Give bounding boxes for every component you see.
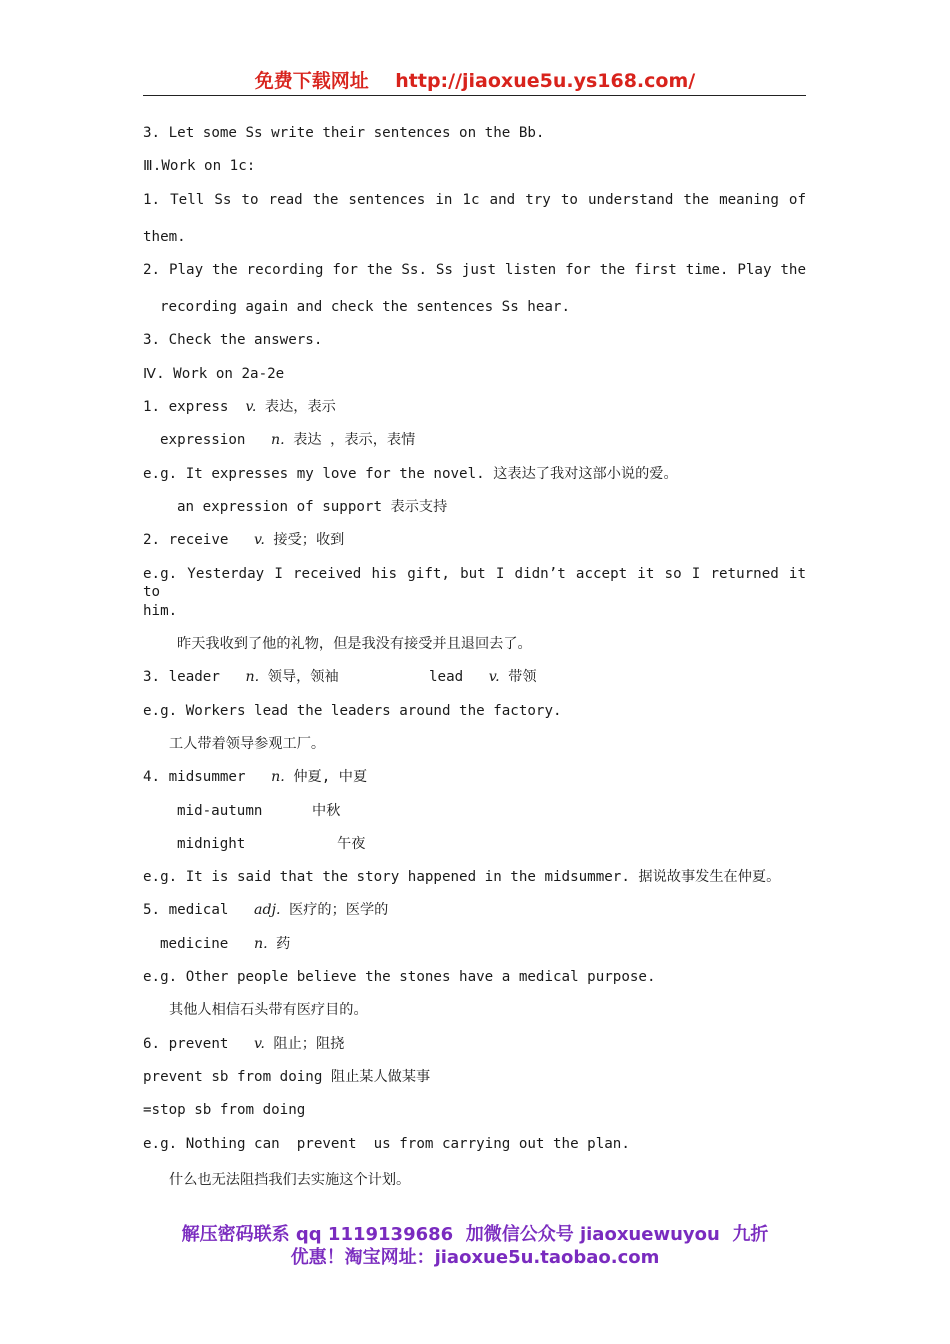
example-prevent: e.g. Nothing can prevent us from carrying out the plan. <box>143 1136 630 1152</box>
header-divider <box>143 95 806 96</box>
example-receive: e.g. Yesterday I received his gift, but I didn’t accept it so I returned it to <box>143 566 806 600</box>
step-1-line: 1. Tell Ss to read the sentences in 1c and try to understand the meaning of <box>143 192 806 208</box>
phrase-prevent: prevent sb from doing 阻止某人做某事 <box>143 1069 431 1085</box>
example-express: e.g. It expresses my love for the novel. 这表达了我对这部小说的爱。 <box>143 466 678 482</box>
header-site-url[interactable]: http://jiaoxue5u.ys168.com/ <box>395 70 696 92</box>
vocab-mid-autumn-meaning: 中秋 <box>312 803 341 819</box>
step-2-continuation: recording again and check the sentences Ss hear. <box>160 299 570 315</box>
example-prevent-translation: 什么也无法阻挡我们去实施这个计划。 <box>169 1172 411 1188</box>
vocab-medical: 5. medical adj. 医疗的；医学的 <box>143 902 389 918</box>
vocab-midnight-meaning: 午夜 <box>337 836 366 852</box>
vocab-medicine: medicine n. 药 <box>160 936 291 952</box>
footer-line-1: 解压密码联系 qq 1119139686 加微信公众号 jiaoxuewuyou 九折 <box>181 1224 769 1245</box>
example-receive-continuation: him. <box>143 603 178 619</box>
step-2-line: 2. Play the recording for the Ss. Ss just listen for the first time. Play the <box>143 262 806 278</box>
vocab-prevent: 6. prevent v. 阻止；阻挠 <box>143 1036 345 1052</box>
vocab-receive: 2. receive v. 接受；收到 <box>143 532 345 548</box>
footer-line-2: 优惠！淘宝网址：jiaoxue5u.taobao.com <box>290 1247 660 1268</box>
vocab-midsummer: 4. midsummer n. 仲夏, 中夏 <box>143 769 368 785</box>
vocab-expression: expression n. 表达 ，表示，表情 <box>160 432 416 448</box>
vocab-lead: lead v. 带领 <box>429 669 537 685</box>
page-header <box>0 66 950 93</box>
step-3-check: 3. Check the answers. <box>143 332 323 348</box>
section-4-heading: Ⅳ. Work on 2a-2e <box>143 366 285 382</box>
example-midsummer: e.g. It is said that the story happened in the midsummer. 据说故事发生在仲夏。 <box>143 869 781 885</box>
example-lead: e.g. Workers lead the leaders around the factory. <box>143 703 562 719</box>
phrase-stop: =stop sb from doing <box>143 1102 306 1118</box>
header-site-label: 免费下载网址 <box>254 70 369 92</box>
vocab-mid-autumn: mid-autumn <box>177 803 263 819</box>
vocab-leader: 3. leader n. 领导，领袖 <box>143 669 339 685</box>
example-medical-translation: 其他人相信石头带有医疗目的。 <box>169 1002 368 1018</box>
step-3-line: 3. Let some Ss write their sentences on the Bb. <box>143 125 545 141</box>
section-3-heading: Ⅲ.Work on 1c: <box>143 158 256 174</box>
example-receive-translation: 昨天我收到了他的礼物，但是我没有接受并且退回去了。 <box>177 636 532 652</box>
example-lead-translation: 工人带着领导参观工厂。 <box>169 736 326 752</box>
phrase-expression: an expression of support 表示支持 <box>177 499 448 515</box>
vocab-express: 1. express v. 表达，表示 <box>143 399 336 415</box>
vocab-midnight: midnight <box>177 836 246 852</box>
example-medical: e.g. Other people believe the stones have a medical purpose. <box>143 969 656 985</box>
step-1-continuation: them. <box>143 229 186 245</box>
